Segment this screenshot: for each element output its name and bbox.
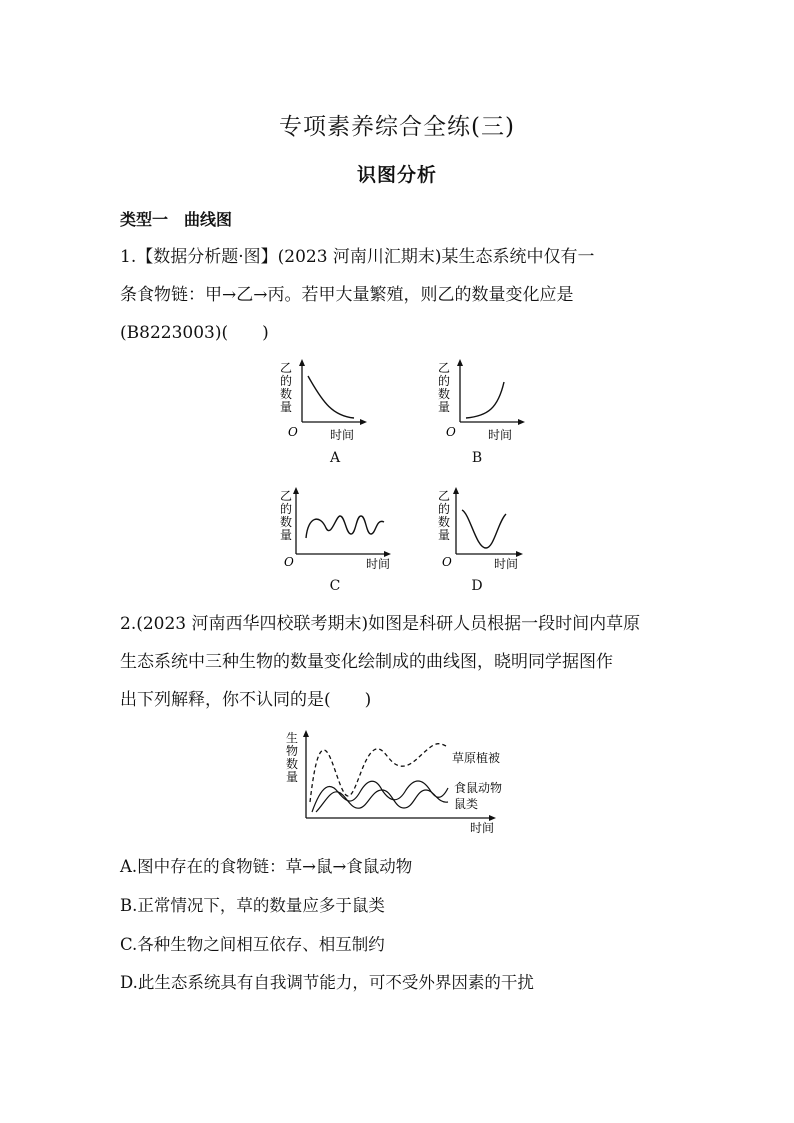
y-axis-arrow: [293, 487, 299, 494]
x-axis-arrow: [518, 419, 525, 425]
y-label-char: 数: [438, 515, 451, 529]
question-1-line-3: (B8223003)( ): [120, 323, 269, 343]
x-label: 时间: [330, 428, 355, 442]
y-label-char: 量: [438, 528, 451, 542]
legend-rodent-predators: 食鼠动物: [454, 781, 503, 795]
population-graph: [282, 728, 522, 840]
curve-increasing: [466, 382, 504, 418]
y-axis-arrow: [303, 730, 309, 737]
series-grassland-vegetation: [310, 744, 446, 802]
y-label-char: 乙: [280, 489, 293, 503]
option-d: D.此生态系统具有自我调节能力，可不受外界因素的干扰: [120, 973, 534, 992]
option-a: A.图中存在的食物链：草→鼠→食鼠动物: [120, 857, 413, 876]
y-label-char: 乙: [280, 361, 293, 375]
origin-label: O: [284, 555, 294, 569]
page-title: 专项素养综合全练(三): [279, 114, 515, 140]
y-label-char: 数: [438, 387, 451, 401]
y-label-char: 量: [280, 528, 293, 542]
option-d-graph: [426, 486, 536, 580]
y-label-char: 量: [286, 770, 299, 784]
y-label-char: 数: [286, 757, 299, 771]
y-label-char: 生: [286, 731, 299, 745]
x-label: 时间: [470, 821, 495, 835]
origin-label: O: [446, 425, 456, 439]
question-2-line-2: 生态系统中三种生物的数量变化绘制成的曲线图，晓明同学据图作: [120, 652, 613, 672]
section-heading: 类型一 曲线图: [120, 210, 233, 229]
curve-dip: [462, 510, 506, 548]
y-label-char: 量: [280, 400, 293, 414]
option-b: B.正常情况下，草的数量应多于鼠类: [120, 896, 385, 915]
option-a-graph: [268, 358, 378, 452]
question-2: [120, 605, 680, 719]
origin-label: O: [288, 425, 298, 439]
question-1-line-2: 条食物链：甲→乙→丙。若甲大量繁殖，则乙的数量变化应是: [120, 285, 574, 305]
y-label-char: 物: [286, 744, 299, 758]
question-2-line-3: 出下列解释，你不认同的是( ): [120, 690, 372, 710]
x-label: 时间: [494, 557, 519, 571]
y-axis-arrow: [453, 487, 459, 494]
option-a-caption: A: [329, 450, 341, 466]
legend-grassland-vegetation: 草原植被: [452, 751, 501, 765]
y-label-char: 乙: [438, 489, 451, 503]
y-label-char: 的: [438, 374, 451, 388]
curve-fluctuating: [306, 516, 384, 538]
curve-decreasing: [308, 376, 354, 418]
y-label-char: 的: [280, 374, 293, 388]
series-rodent-predators: [312, 781, 448, 812]
y-axis-arrow: [457, 359, 463, 366]
y-label-char: 的: [438, 502, 451, 516]
y-label-char: 数: [280, 515, 293, 529]
y-label-char: 的: [280, 502, 293, 516]
x-label: 时间: [366, 557, 391, 571]
x-axis-arrow: [360, 419, 367, 425]
y-label-char: 数: [280, 387, 293, 401]
question-1: [120, 238, 680, 352]
y-label-char: 量: [438, 400, 451, 414]
option-c-caption: C: [329, 578, 341, 594]
y-label-char: 乙: [438, 361, 451, 375]
option-b-graph: [426, 358, 536, 452]
question-1-line-1: 1.【数据分析题·图】(2023 河南川汇期末)某生态系统中仅有一: [120, 247, 595, 267]
series-rodents: [316, 790, 448, 812]
option-c-graph: [268, 486, 398, 580]
question-2-line-1: 2.(2023 河南西华四校联考期末)如图是科研人员根据一段时间内草原: [120, 614, 641, 634]
legend-rodents: 鼠类: [454, 797, 479, 811]
x-label: 时间: [488, 428, 513, 442]
page-subtitle: 识图分析: [356, 164, 437, 186]
origin-label: O: [442, 555, 452, 569]
option-b-caption: B: [471, 450, 483, 466]
y-axis-arrow: [299, 359, 305, 366]
option-c: C.各种生物之间相互依存、相互制约: [120, 935, 385, 954]
option-d-caption: D: [471, 578, 483, 594]
